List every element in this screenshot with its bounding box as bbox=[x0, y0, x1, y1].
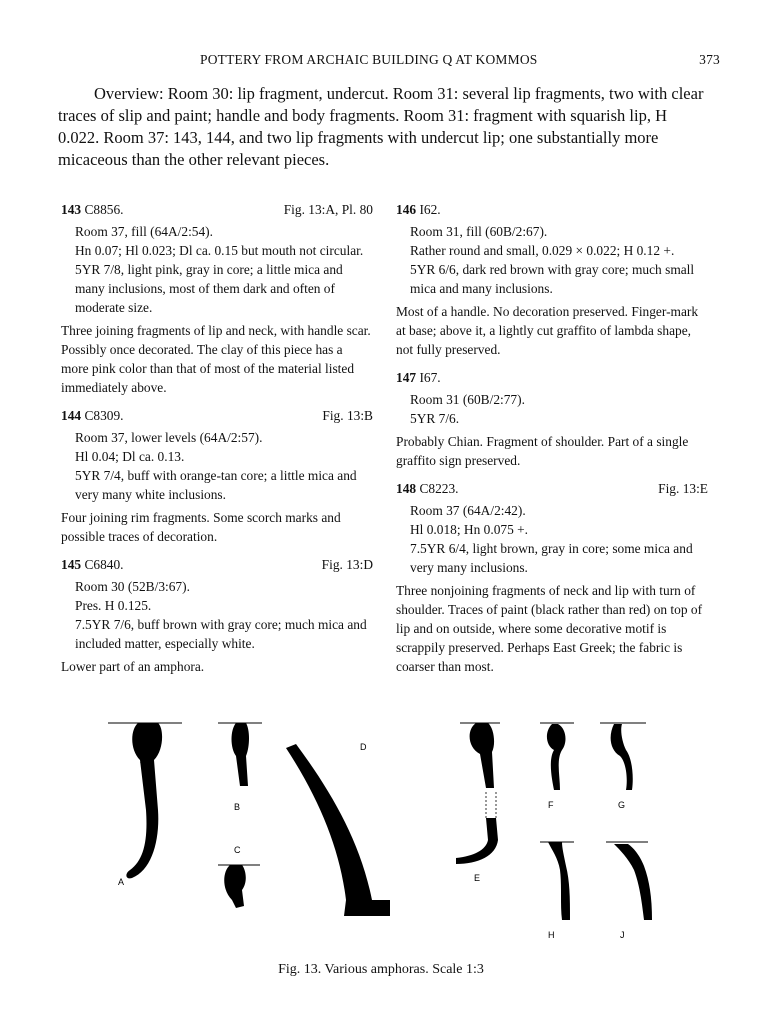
amphora-profiles-figure bbox=[100, 700, 660, 940]
detail-line: Room 31 (60B/2:77). bbox=[410, 392, 525, 407]
entry-description: Probably Chian. Fragment of shoulder. Part of a single graffito sign preserved. bbox=[396, 434, 689, 468]
profile-g bbox=[600, 723, 646, 810]
detail-line: Hl 0.018; Hn 0.075 +. bbox=[410, 522, 529, 537]
detail-line: 5YR 7/8, light pink, gray in core; a little mica and many inclusions, most of them dark and often of moderate size. bbox=[75, 262, 343, 315]
label-b: B bbox=[234, 802, 241, 812]
entry-description: Three joining fragments of lip and neck, with handle scar. Possibly once decorated. The clay of this piece has a more pink color than that of most of the material listed immediately above. bbox=[61, 323, 371, 395]
figure-reference: Fig. 13:D bbox=[321, 557, 373, 572]
inventory-number: C8309. bbox=[84, 408, 124, 423]
label-d: D bbox=[360, 742, 367, 752]
detail-line: 7.5YR 7/6, buff brown with gray core; much mica and included matter, especially white. bbox=[75, 617, 367, 651]
entry-number: 143 bbox=[61, 202, 82, 217]
entry-description: Most of a handle. No decoration preserved. Finger-mark at base; above it, a lightly cut graffito of lambda shape, not fully preserved. bbox=[396, 304, 699, 357]
detail-line: Rather round and small, 0.029 × 0.022; H 0.12 +. bbox=[410, 243, 675, 258]
detail-line: Room 30 (52B/3:67). bbox=[75, 579, 190, 594]
detail-line: Room 37, lower levels (64A/2:57). bbox=[75, 430, 263, 445]
entry-header bbox=[396, 479, 708, 498]
entry-header bbox=[61, 406, 373, 425]
page-number: 373 bbox=[699, 52, 720, 67]
entry-number: 147 bbox=[396, 370, 417, 385]
label-e: E bbox=[474, 873, 481, 883]
inventory-number: C8856. bbox=[84, 202, 124, 217]
entry-number: 144 bbox=[61, 408, 82, 423]
profile-j bbox=[606, 842, 652, 940]
entry-description: Three nonjoining fragments of neck and lip with turn of shoulder. Traces of paint (black rather than red) on top of lip and on outside, where some decorative motif is scrappily preserved. Perhaps East Greek; the fabric is coarser than most. bbox=[396, 583, 703, 674]
entry-description: Lower part of an amphora. bbox=[61, 659, 205, 674]
label-g: G bbox=[618, 800, 626, 810]
figure-reference: Fig. 13:A, Pl. 80 bbox=[283, 202, 373, 217]
entry-description: Four joining rim fragments. Some scorch marks and possible traces of decoration. bbox=[61, 510, 341, 544]
entry-header bbox=[396, 200, 708, 219]
label-c: C bbox=[234, 845, 241, 855]
profile-a bbox=[108, 723, 182, 887]
label-f: F bbox=[548, 800, 554, 810]
profile-d bbox=[286, 742, 390, 916]
detail-line: Pres. H 0.125. bbox=[75, 598, 152, 613]
figure-reference: Fig. 13:E bbox=[658, 481, 708, 496]
profile-f bbox=[540, 723, 574, 810]
figure-caption: Fig. 13. Various amphoras. Scale 1:3 bbox=[278, 962, 484, 977]
detail-line: 5YR 7/4, buff with orange-tan core; a little mica and very many white inclusions. bbox=[75, 468, 357, 502]
catalogue-entry-146 bbox=[396, 200, 708, 359]
entry-number: 148 bbox=[396, 481, 417, 496]
inventory-number: C8223. bbox=[419, 481, 459, 496]
entry-details bbox=[396, 222, 708, 298]
inventory-number: C6840. bbox=[84, 557, 124, 572]
catalogue-entry-143 bbox=[61, 200, 373, 397]
entry-header bbox=[396, 368, 708, 387]
catalogue-entry-145 bbox=[61, 555, 373, 676]
catalogue-entry-144 bbox=[61, 406, 373, 546]
entry-details bbox=[61, 428, 373, 504]
profile-e bbox=[456, 723, 500, 883]
profile-h bbox=[540, 842, 574, 940]
detail-line: 5YR 6/6, dark red brown with gray core; much small mica and many inclusions. bbox=[410, 262, 695, 296]
entry-details bbox=[396, 501, 708, 577]
detail-line: 5YR 7/6. bbox=[410, 411, 460, 426]
overview-paragraph: Overview: Room 30: lip fragment, undercut. Room 31: several lip fragments, two with clear traces of slip and paint; handle and body fragments. Room 31: fragment with squarish lip, H 0.022. Room 37: 143, 144, and two lip fragments with undercut lip; one substantially more micaceous than the other relevant pieces. bbox=[58, 84, 704, 169]
detail-line: Room 31, fill (60B/2:67). bbox=[410, 224, 548, 239]
entry-number: 146 bbox=[396, 202, 417, 217]
right-column bbox=[396, 200, 708, 685]
running-head-title: POTTERY FROM ARCHAIC BUILDING Q AT KOMMOS bbox=[200, 52, 538, 67]
entry-header bbox=[61, 200, 373, 219]
entry-details bbox=[61, 222, 373, 317]
entry-header bbox=[61, 555, 373, 574]
catalogue-entry-147 bbox=[396, 368, 708, 470]
catalogue-entry-148 bbox=[396, 479, 708, 676]
detail-line: 7.5YR 6/4, light brown, gray in core; some mica and very many inclusions. bbox=[410, 541, 693, 575]
profile-b bbox=[218, 723, 262, 812]
inventory-number: I62. bbox=[419, 202, 441, 217]
detail-line: Hl 0.04; Dl ca. 0.13. bbox=[75, 449, 185, 464]
label-j: J bbox=[620, 930, 625, 940]
inventory-number: I67. bbox=[419, 370, 441, 385]
entry-details bbox=[61, 577, 373, 653]
entry-number: 145 bbox=[61, 557, 82, 572]
profile-c bbox=[218, 845, 260, 908]
label-a: A bbox=[118, 877, 125, 887]
entry-details bbox=[396, 390, 708, 428]
detail-line: Hn 0.07; Hl 0.023; Dl ca. 0.15 but mouth not circular. bbox=[75, 243, 364, 258]
left-column bbox=[61, 200, 373, 685]
label-h: H bbox=[548, 930, 555, 940]
figure-reference: Fig. 13:B bbox=[322, 408, 373, 423]
detail-line: Room 37 (64A/2:42). bbox=[410, 503, 526, 518]
detail-line: Room 37, fill (64A/2:54). bbox=[75, 224, 213, 239]
